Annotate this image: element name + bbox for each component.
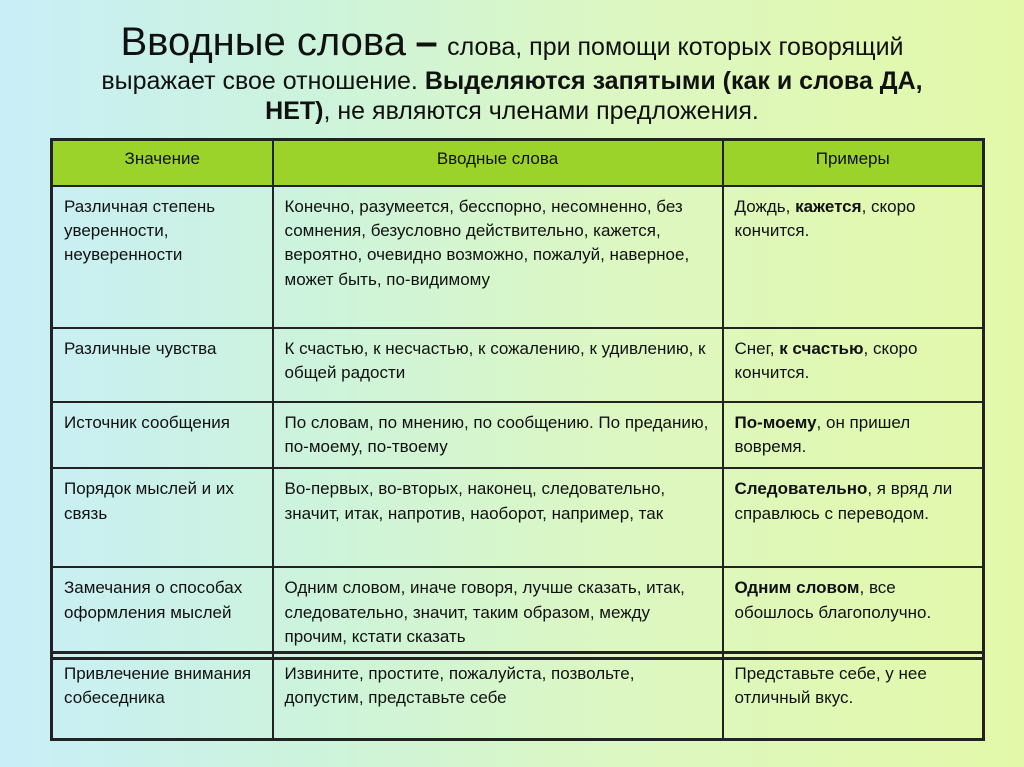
column-header-examples: Примеры bbox=[723, 140, 984, 187]
column-header-words: Вводные слова bbox=[273, 140, 723, 187]
meaning-cell: Различная степень уверенности, неуверенности bbox=[52, 186, 273, 328]
example-cell: Представьте себе, у нее отличный вкус. bbox=[723, 653, 984, 740]
words-cell: Во-первых, во-вторых, наконец, следовательно, значит, итак, напротив, наоборот, например, так bbox=[273, 468, 723, 567]
meaning-cell: Замечания о способах оформления мыслей bbox=[52, 567, 273, 658]
example-cell: Снег, к счастью, скоро кончится. bbox=[723, 328, 984, 402]
slide-header bbox=[40, 18, 984, 126]
header-dash: – bbox=[415, 20, 438, 64]
meaning-cell: Привлечение внимания собеседника bbox=[52, 653, 273, 740]
table-row bbox=[52, 402, 984, 468]
words-cell: Извините, простите, пожалуйста, позвольте, допустим, представьте себе bbox=[273, 653, 723, 740]
meaning-cell: Источник сообщения bbox=[52, 402, 273, 468]
header-rule-bold-end: НЕТ) bbox=[265, 97, 324, 125]
meaning-cell: Порядок мыслей и их связь bbox=[52, 468, 273, 567]
example-cell: По-моему, он пришел вовремя. bbox=[723, 402, 984, 468]
example-cell: Следовательно, я вряд ли справлюсь с переводом. bbox=[723, 468, 984, 567]
table-row bbox=[52, 468, 984, 567]
header-title: Вводные слова bbox=[120, 20, 406, 64]
table-row bbox=[52, 567, 984, 658]
words-cell: К счастью, к несчастью, к сожалению, к удивлению, к общей радости bbox=[273, 328, 723, 402]
table-row bbox=[52, 186, 984, 328]
table-header-row bbox=[52, 140, 984, 187]
column-header-meaning: Значение bbox=[52, 140, 273, 187]
meaning-cell: Различные чувства bbox=[52, 328, 273, 402]
words-cell: Конечно, разумеется, бесспорно, несомненно, без сомнения, безусловно действительно, кажется, вероятно, очевидно возможно, пожалуй, наверное, может быть, по-видимому bbox=[273, 186, 723, 328]
example-cell: Дождь, кажется, скоро кончится. bbox=[723, 186, 984, 328]
table-row bbox=[52, 328, 984, 402]
example-cell: Одним словом, все обошлось благополучно. bbox=[723, 567, 984, 658]
header-definition-start: слова, при помощи которых говорящий bbox=[447, 33, 904, 61]
header-definition-mid: выражает свое отношение. bbox=[101, 67, 418, 95]
words-cell: По словам, по мнению, по сообщению. По преданию, по-моему, по-твоему bbox=[273, 402, 723, 468]
header-rule-tail: , не являются членами предложения. bbox=[323, 97, 759, 125]
table-row bbox=[52, 653, 984, 740]
intro-words-table bbox=[50, 138, 985, 660]
words-cell: Одним словом, иначе говоря, лучше сказать, итак, следовательно, значит, таким образом, между прочим, кстати сказать bbox=[273, 567, 723, 658]
attention-table bbox=[50, 651, 985, 741]
header-rule-bold: Выделяются запятыми (как и слова ДА, bbox=[424, 67, 923, 95]
